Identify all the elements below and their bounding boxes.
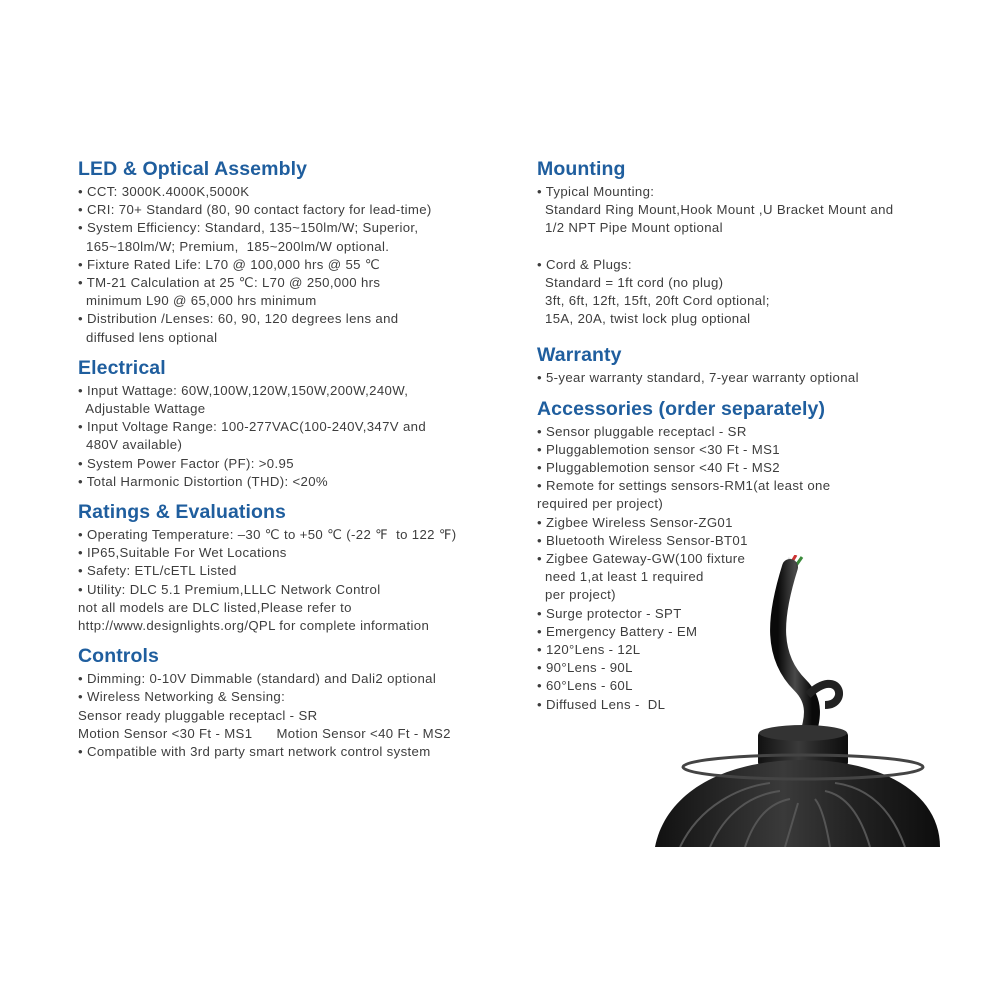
list-line: • Input Voltage Range: 100-277VAC(100-240V,347V and [78, 419, 427, 435]
left-column [78, 156, 498, 769]
list-line: 1/2 NPT Pipe Mount optional [537, 220, 723, 236]
list-line: • IP65,Suitable For Wet Locations [78, 545, 287, 561]
list-line: • Typical Mounting: [537, 184, 655, 199]
warranty-section [537, 342, 957, 387]
list-line: • Dimming: 0-10V Dimmable (standard) and Dali2 optional [78, 671, 437, 687]
led-optical-section [78, 156, 498, 347]
controls-section [78, 643, 498, 761]
list-line: • Utility: DLC 5.1 Premium,LLLC Network Control [78, 581, 381, 597]
ratings-section [78, 499, 498, 635]
list-line: not all models are DLC listed,Please refer to [78, 599, 352, 615]
led-optical-heading: LED & Optical Assembly [78, 158, 308, 180]
list-line: • System Efficiency: Standard, 135~150lm/W; Superior, [78, 220, 419, 236]
list-line: • Compatible with 3rd party smart network control system [78, 744, 431, 760]
list-line: • 5-year warranty standard, 7-year warranty optional [537, 370, 859, 386]
electrical-heading: Electrical [78, 356, 166, 379]
list-line: • Input Wattage: 60W,100W,120W,150W,200W,240W, [78, 382, 409, 398]
list-line: http://www.designlights.org/QPL for complete information [78, 618, 430, 634]
controls-heading: Controls [78, 645, 159, 668]
mounting-section [537, 156, 957, 328]
list-line: per project) [537, 587, 616, 603]
list-line: Standard Ring Mount,Hook Mount ,U Bracket Mount and [537, 202, 894, 218]
list-line: • Zigbee Wireless Sensor-ZG01 [537, 514, 733, 530]
list-line: • Cord & Plugs: [537, 256, 632, 272]
led-optical-list [78, 183, 498, 347]
list-line: • CCT: 3000K.4000K,5000K [78, 184, 250, 199]
list-line: • Remote for settings sensors-RM1(at least one [537, 478, 831, 494]
list-line: 165~180lm/W; Premium, 185~200lm/W optional. [78, 238, 390, 254]
list-line: • Sensor pluggable receptacl - SR [537, 423, 747, 439]
list-line: • Emergency Battery - EM [537, 623, 698, 639]
list-line: 3ft, 6ft, 12ft, 15ft, 20ft Cord optional; [537, 293, 770, 309]
list-line: diffused lens optional [78, 329, 218, 345]
accessories-heading: Accessories (order separately) [537, 397, 826, 420]
list-line: • CRI: 70+ Standard (80, 90 contact factory for lead-time) [78, 202, 432, 218]
list-line: • 90°Lens - 90L [537, 660, 633, 676]
spacer [537, 238, 957, 256]
mounting-list [537, 183, 957, 238]
list-line: • Total Harmonic Distortion (THD): <20% [78, 473, 328, 489]
ratings-heading: Ratings & Evaluations [78, 501, 286, 524]
list-line: Adjustable Wattage [78, 401, 206, 417]
ratings-list [78, 526, 498, 635]
list-line: Motion Sensor <30 Ft - MS1 Motion Sensor <40 Ft - MS2 [78, 725, 451, 741]
mounting-heading: Mounting [537, 158, 626, 180]
highbay-lamp-image [640, 555, 940, 847]
list-line: • Pluggablemotion sensor <40 Ft - MS2 [537, 460, 780, 476]
list-line: Sensor ready pluggable receptacl - SR [78, 707, 318, 723]
list-line: • Safety: ETL/cETL Listed [78, 563, 237, 579]
list-line: minimum L90 @ 65,000 hrs minimum [78, 293, 317, 309]
list-line: • Distribution /Lenses: 60, 90, 120 degrees lens and [78, 311, 399, 327]
list-line: • TM-21 Calculation at 25 ℃: L70 @ 250,000 hrs [78, 275, 381, 291]
list-line: required per project) [537, 496, 664, 512]
list-line: 15A, 20A, twist lock plug optional [537, 311, 751, 327]
list-line: • 120°Lens - 12L [537, 642, 641, 658]
electrical-list [78, 382, 498, 491]
list-line: • System Power Factor (PF): >0.95 [78, 455, 294, 471]
list-line: • Surge protector - SPT [537, 605, 682, 621]
list-line: • Diffused Lens - DL [537, 696, 666, 712]
controls-list [78, 670, 498, 761]
list-line: • Bluetooth Wireless Sensor-BT01 [537, 532, 748, 548]
electrical-section [78, 355, 498, 491]
cord-plugs-list [537, 256, 957, 329]
list-line: 480V available) [78, 437, 183, 453]
list-line: Standard = 1ft cord (no plug) [537, 274, 724, 290]
list-line: • Operating Temperature: –30 ℃ to +50 ℃ (-22 ℉ to 122 ℉) [78, 527, 457, 543]
list-line: • 60°Lens - 60L [537, 678, 633, 694]
list-line: need 1,at least 1 required [537, 569, 704, 585]
list-line: • Pluggablemotion sensor <30 Ft - MS1 [537, 441, 780, 457]
list-line: • Wireless Networking & Sensing: [78, 689, 286, 705]
list-line: • Zigbee Gateway-GW(100 fixture [537, 551, 746, 567]
warranty-list [537, 369, 957, 387]
list-line: • Fixture Rated Life: L70 @ 100,000 hrs @ 55 ℃ [78, 256, 381, 272]
warranty-heading: Warranty [537, 344, 622, 367]
